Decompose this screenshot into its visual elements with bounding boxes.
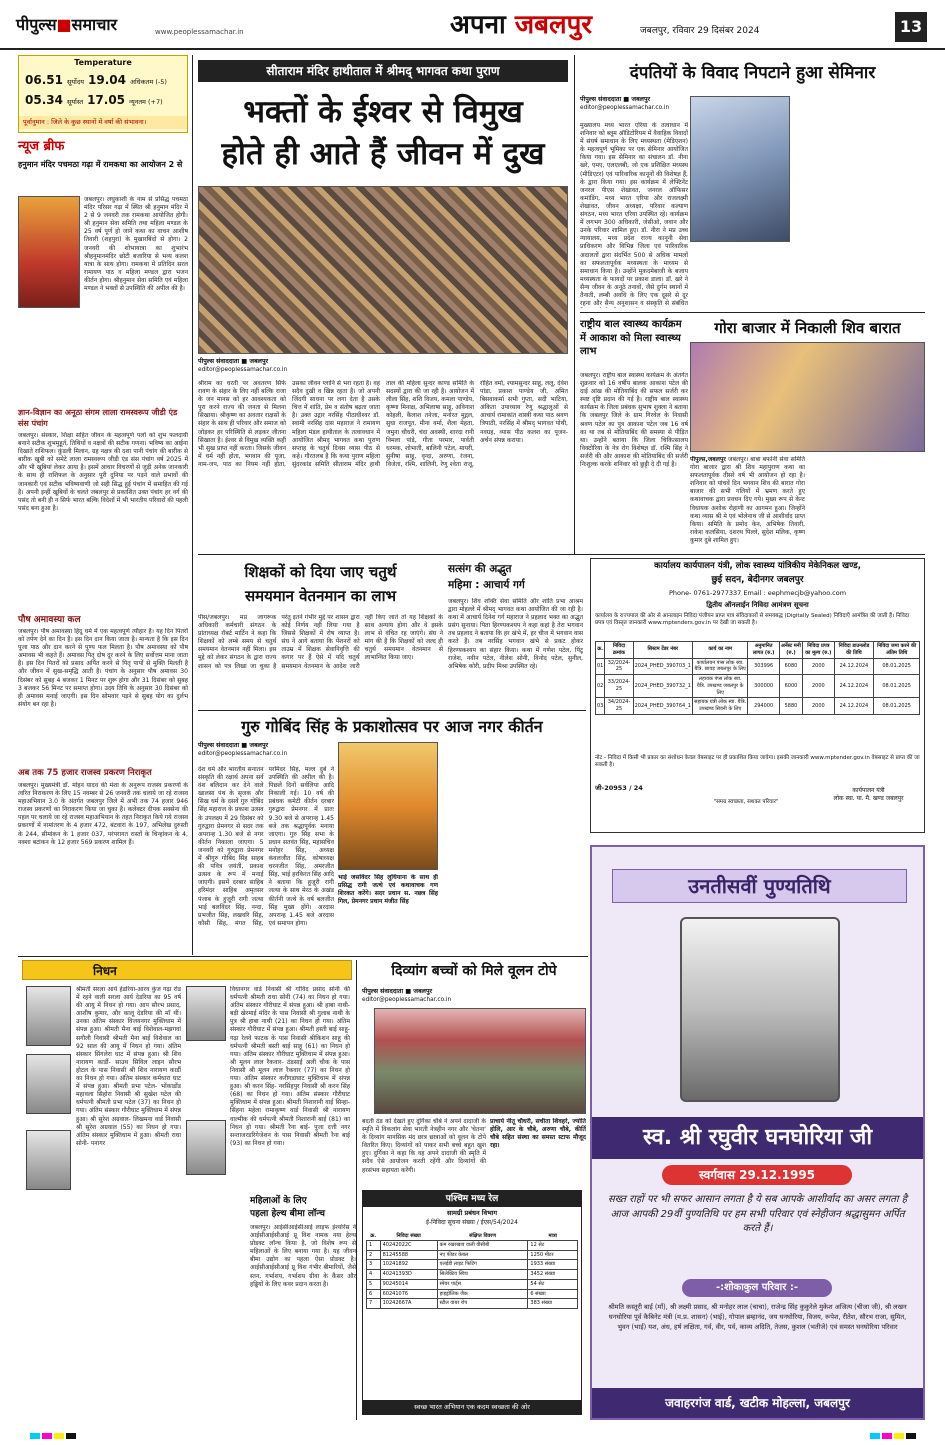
table-cell: 24.12.2024 [834,658,874,675]
guru-caption: भाई जसविंदर सिंह लुधियाना के साथ ही प्रसिद्ध रागी जत्थे एवं कथावाचक गण शिरकत करेंगे। सदर प्रधान स. नछत्र सिंह गिल, प्रेमनगर प्रधान मंजीत सिंह [338,874,438,906]
tender-subtitle: द्वितीय ऑनलाईन निविदा आमंत्रण सूचना [706,601,809,609]
railway-row [367,1240,578,1250]
table-header-cell: सिस्टम टेंडर नंबर [633,642,692,659]
divyang-caption: प्राचार्य नीतू चौधरी, सचीता शिवहरे, ज्योति होलि, आर के चौबे, अरुणा चौबे, कीर्ति चौबे सहित संस्था का समस्त स्टाफ मौजूद रहा। [490,1118,586,1150]
railway-row [367,1270,578,1280]
table-cell: 1933 संख्या [528,1260,578,1270]
table-cell: 6000 [779,675,802,698]
table-cell: स्पेयर पार्ट्स [437,1279,528,1289]
weather-box [18,55,188,133]
table-cell: 24.12.2024 [834,675,874,698]
seminar-headline: दंपतियों के विवाद निपटाने हुआ सेमिनार [629,63,876,83]
table-cell: सहायक यंत्री लोक स्वा. यैत्रि. उपखण्ड सिवनी के लिए [692,698,748,715]
table-cell: सिलेक्टिव स्विच [437,1270,528,1280]
divyang-byline: पीपुल्स संवाददाता ■ जबलपुर editor@peoplessamachar.co.in [362,988,452,1003]
column-divider [574,55,575,555]
sunrise-row: 06.51 सूर्योदय 19.04 अधिकतम (-5) [25,73,167,87]
table-cell: 81245588 [380,1250,437,1260]
weather-title: Temperature [74,58,132,67]
obituary-photo [26,1130,71,1190]
table-cell: 6080 [779,658,802,675]
divyang-headline: दिव्यांग बच्चों को मिले वूलन टोपे [391,963,557,979]
table-cell: एलईडी लाइट फिटिंग [437,1260,528,1270]
table-cell: 08.01.2025 [874,658,920,675]
print-color-mark [870,1433,880,1439]
print-color-mark [42,1433,52,1439]
table-cell: 6 संख्या [528,1289,578,1299]
railway-row [367,1289,578,1299]
obituary-column-1: श्रीमती सरला आर्य हेडरिया-आरव कुंज गढ़ा रोड में रहने वाली सरला आर्य देडरिया का 95 वर्ष की आयु में निधन हो गया। आप सौरभ प्रसाद, आशीष कुमार, और कालू देडरिया की माँ थीं। उनका अंतिम संस्कार विजयनगर मुक्तिधाम में संपन्न हुआ। श्रीमती मैना बाई विशेवाल-मझगवां सगौली निवासी श्रीमती मैना बाई विशेवाल का 92 साल की आयु में निधन हो गया। अंतिम संस्कार सिंगलेरा घाट में संपन्न हुआ। श्री शिव नारायण कार्डी- साउथ सिविल लाइन सौरभ होटल के पास निवासी श्री शिव नारायण कार्डी का निधन हो गया। अंतिम संस्कार कर्मधारा घाट में संपन्न हुआ। श्रीमती प्रभा पटेल- भोंकाडोंड महावला सिहोरा निवासी श्री सुखेश पटेल की धर्मपत्नी श्रीमती प्रभा पटेल (37) का निधन हो गया। अंतिम संस्कार गौरीघाट मुक्तिधाम में संपन्न हुआ। श्री सुरेश अग्रवाल- लिखमना वार्ड निवासी श्री सुरेश अग्रवाल (55) का निधन हो गया। अंतिम संस्कार मुक्तिधाम में हुआ। श्रीमती राधा सोनी- पनागर [76,986,181,1147]
table-cell: 7 [367,1299,381,1309]
divyang-body: बदती ठंड को देखते हुए दुर्गिका चौबे ने अपने दादाजी के स्मृति में विकलांग सेवा भारती नेत्रहीन नगर और 'चेतना' के दिव्यांग मानसिक मंद छात्र छात्राओं को वूलन के टोपे वितरित किए। दिव्यांगों को पाकर सभी बच्चे बहुत खुश हुए। दुर्गिका ने कहा कि वह अपने दादाजी की स्मृति में सदैव ऐसे आयोजन करती रहेंगी और दिव्यांगों की हरसंभव सहायता करेंगी। [362,1118,486,1174]
table-header-cell: मात्रा [548,1233,557,1239]
table-header-cell: अनुमानित लागत (रु.) [748,642,779,659]
brief-headline-2: ज्ञान-विज्ञान का अनूठा संगम लाला रामस्वरूप जीडी एंड संस पंचांग [18,408,178,428]
table-cell: लहायक पंप्स लोक स्वा. यैत्रि. उपखण्ड जबलपुर के लिए [692,675,748,698]
brief-headline-4: अब तक 75 हजार राजस्व प्रकरण निराकृत [18,768,152,778]
table-header-cell: अर्नेस्ट मनी (रु.) [779,642,802,659]
satsang-headline-2: महिमा : आचार्य गर्ग [448,579,525,591]
table-cell: 2000 [803,698,834,715]
seminar-speaker-photo [690,96,790,242]
table-cell: 2 [367,1250,381,1260]
satsang-headline-1: सत्संग की अद्भुत [448,563,512,575]
railway-row [367,1299,578,1309]
tender-notice [590,558,925,833]
teachers-headline-1: शिक्षकों को दिया जाए चतुर्थ [244,563,397,581]
brief-text-3: जबलपुर। पौष अमावस्या हिंदू धर्म में एक महत्वपूर्ण त्यौहार है। यह दिन पितरों को तर्पण देने का दिन है। इस दिन दान किया जाता है। मान्यता है कि इस दिन पूजा पाठ और दान करने से पुण्य फल मिलता है। पौष अमावस्या को पौष अमावस भी कहते हैं। अमावस पितृ दोष दूर करने के लिए सर्वोत्तम माना जाता है। इस दिन पितरों को प्रसाद अर्पित करने से पितृ पापों से मुक्ति मिलती है और जीवन में सुख-समृद्धि आती है। पंचांग के अनुसार पौष अमावस 30 दिसंबर को सुबह 4 बजकर 1 मिनट पर शुरू होगा और 31 दिसंबर को सुबह 3 बजकर 56 मिनट पर समाप्त होगा। उदय तिथि के अनुसार 30 दिसंबर को ही अमावस मनाई जाएगी। इस दिन सोमवार पड़ने से सुबह योग का दुर्लभ संयोग बन रहा है। [18,628,188,708]
railway-tender-ad [362,1190,582,1415]
memorial-date: स्वर्गवास 29.12.1995 [662,1165,852,1185]
lead-headline-2: होते ही आते हैं जीवन में दुख [221,136,545,172]
memorial-name: स्व. श्री रघुवीर घनघोरिया जी [592,1117,923,1159]
teachers-body: पीस/जबलपुर। मप्र जागरूक अधिकारी कर्मचारी संगठन के प्रांताध्यक्ष रॉबर्ट मार्टिन ने कहा कि शिक्षकों को लम्बे समय से चतुर्थ समयमान वेतनमान नहीं मिला। इस मुद्दे को लेकर संगठन के द्वारा राज्य शासन को पत्र लिखा जा चुका है परंतु इतने गंभीर मुद्दे पर शासन द्वारा कोई निर्णय नहीं लिया गया है जिससे शिक्षकों में रोष व्याप्त है। संघ ने आगे बताया कि पेंशनरों को ताउम्र में शिक्षक सेवानिवृत्ति की कगार पर हैं ऐसे में यदि चतुर्थ समयमान वेतनमान के आदेश जारी नहीं किए जाते तो यह शिक्षकों के साथ अन्याय होगा और वे इसके लाभ से वंचित रह जाएंगे। संघ ने मांग की है कि शिक्षकों को जल्द ही चतुर्थ समयमान वेतनमान से लाभान्वित किया जाए। [198,614,443,670]
table-cell: 5880 [779,698,802,715]
memorial-footer: जवाहरगंज वार्ड, खटीक मोहल्ला, जबलपुर [592,1388,923,1418]
health-body: जबलपुर। राष्ट्रीय बाल स्वास्थ्य कार्यक्रम के अंतर्गत शुक्रवार को 16 वर्षीय बालक आकाश पटेल की दाई आंख की मोतियाबिंद की सफल सर्जरी कर स्पष्ट दृष्टि प्रदान की गई है। राष्ट्रीय बाल स्वास्थ्य कार्यक्रम के जिला प्रबंधक सुभाष शुक्ला ने बताया कि जबलपुर जिले के ग्राम गिरवेल के निवासी श्रवण पटेल का पुत्र आकाश पटेल जब 16 वर्ष का था तब से मोतियाबिंद की समस्या से पीड़ित था। उन्होंने बताया कि जिला चिकित्सालय विक्टोरिया के नेत्र रोग विशेषज्ञ डॉ. रश्मि सिंह ने सर्जरी की और आकाश की मोतियाबिंद की सर्जरी निःशुल्क करके शनिवार को छुट्टी दे दी गई है। [580,372,688,469]
obituary-photo [26,1054,71,1114]
brief-text-1a: जबलपुर। लघुकाशी के नाम से प्रसिद्ध पचमठा मंदिर परिसर गढ़ा में स्थित श्री हनुमान मंदिर में 2 से 9 जनवरी तक रामकथा आयोजित होगी। श्री हनुमान सेवा समिति तथा महिला मण्डल के 25 वर्ष पूर्ण हो जाने कथा का वाचन आशीष तिवारी (शहपुरा) के मुखारबिंदो से होगा। 2 जनवरी की शोभायात्रा का शुभारंभ श्रीहनुमानमंदिर छोटी बजारिया से भव्य कलश यात्रा के साथ होगा। रामकथा में प्रतिदिन सरल रामायण पाठ व महिला मण्डल द्वारा भजन कीर्तन होगा। श्रीहनुमान सेवा समिति एवं महिला मण्डल ने भक्तों से उपस्थिति की अपील की है। [84,196,188,293]
shiv-barat-photo [690,342,925,452]
brief-headline-3: पौष अमावस्या कल [18,615,81,625]
brief-text-4: जबलपुर। मुख्यमंत्री डॉ. मोहन यादव की मंशा के अनुरूप राजस्व प्रकरणों के त्वरित निराकरण के लिए 15 नवम्बर से 26 जनवरी तक चलाये जा रहे राजस्व महाअभियान 3.0 के अंतर्गत जबलपुर जिले में अभी तक 74 हजार 946 राजस्व प्रकरणों का निराकरण किया जा चुका है। कलेक्टर दीपक सक्सेना की पहल पर चलाये जा रहे राजस्व महाअभियान के तहत निराकृत किये गये राजस्व प्रकरणों में नामांतरण के 4 हजार 472, बंटवारा के 197, अभिलेख दुरुस्ती के 244, सीमांकन के 1 हजार 037, परंपरागत रास्तों के चिन्हांकन के 4, नक्शा बटांकन के 12 हजार 569 प्रकरण शामिल हैं। [18,782,188,846]
masthead [0,0,945,50]
tender-row [596,675,920,698]
hanuman-idol-photo [18,196,80,308]
dateline: जबलपुर, रविवार 29 दिसंबर 2024 [640,26,760,36]
table-cell: 383 संख्या [528,1299,578,1309]
table-cell: 08.01.2025 [874,675,920,698]
table-cell: 34/2024-25 [605,698,633,715]
table-cell: 300000 [748,675,779,698]
table-cell: 33/2024-25 [605,675,633,698]
insurance-headline-2: पहला हेल्थ बीमा लॉन्च [250,1209,325,1219]
newspaper-logo: पीपुल्स■समाचार [16,15,118,34]
table-cell: 32/2024-25 [605,658,633,675]
brief-text-1b [18,310,188,406]
table-header-cell: निविदा जमा करने की अंतिम तिथि [874,642,920,659]
tender-table [595,641,920,715]
satsang-body: जबलपुर। शिव शक्ति सेवा समिति और शांति प्रभा आश्रम द्वारा मोहल्ले में श्रीमद् भागवत कथा आयोजित की जा रही है। कथा में आचार्य दिनेश गर्ग महाराज ने प्रहलाद भक्त का अद्भुत प्रसंग सुनाया। पिता हिरण्यकश्यप ने कहा कहां है तेरा भगवान तब प्रहलाद ने बताया कि हर खंभे में, हर चीज में भगवान वास करते हैं। तब नरसिंह भगवान खंभे से प्रकट होकर हिरण्यकश्यप का संहार किया। कथा में गणेश पटेल, पिंटू राजेश, नवीन पटेल, नीलेश सोनी, विनोद पटेल, सुनील, अभिषेक कोरी, प्रदीप मिश्रा उपस्थित रहे। [448,598,583,670]
obituary-photo [26,986,71,1046]
tender-intro: कार्यालय के राज्यपाल की ओर से आनलाइन निविदा पंजीयन प्राप्त पात्र संविदाकारों से समयबद्ध (Digitally Sealed) निविदाएँ आमंत्रित की जाती हैं। निविदा प्रपत्र एवं विस्तृत जानकारी www.mptenders.gov.in पर देखी जा सकती है। [595,613,910,627]
section-divider [198,554,925,555]
table-cell: 6 [367,1289,381,1299]
tender-slogan: "समग्र स्वच्छता, सशक्त परिवार" [713,799,779,805]
seminar-byline: पीपुल्स संवाददाता ■ जबलपुर editor@peoplessamachar.co.in [580,96,670,111]
guru-headline: गुरु गोबिंद सिंह के प्रकाशोत्सव पर आज नगर कीर्तन [241,717,543,736]
lead-byline: पीपुल्स संवाददाता ■ जबलपुर editor@peoplessamachar.co.in [198,358,288,373]
shiv-body: पीपुल्स,जबलपुर जबलपुर। बाबा बर्फानी सेवा समिति गोरा बाजार द्वारा श्री शिव महापुराण कथा का सफलतापूर्वक तीसरे वर्ष भी आयोजन हो रहा है। शनिवार को पांचवें दिन भगवान शिव की बारात गोरा बाजार की सभी गलियों में भ्रमण करते हुए कथावाचक द्वारा प्रवचन दिए गये। मुख्य रूप से केन्ट विधायक अशोक रोहाणी का आगमन हुआ। जिन्होंने कथा व्यास श्री मे एवं भोलेनाथ जी से आशीर्वाद प्राप्त किया। समिति के प्रमोद केन, अभिषेक तिवारी, राकेश कलसिया, दशरथ पिल्ले, सुदेश मलिक, कृष्ण कुमार दुबे शामिल हुए। [690,456,805,544]
table-cell: 1250 मीटर [528,1250,578,1260]
table-cell: 1 [367,1240,381,1250]
table-cell: स्टील वायर रोप [437,1299,528,1309]
table-cell: 90245014 [380,1279,437,1289]
table-cell: 4 [367,1270,381,1280]
table-header-cell: क्र. [370,1233,377,1239]
table-cell: 12 सेट [528,1240,578,1250]
table-cell: हाइड्रोलिक जैक [437,1289,528,1299]
tender-title-1: कार्यालय कार्यपालन यंत्री, लोक स्वास्थ्य यांत्रिकीय मेकेनिकल खण्ड, [654,561,861,571]
insurance-headline-1: महिलाओं के लिए [250,1196,307,1206]
table-cell: 2000 [803,675,834,698]
insurance-body: जबलपुर। आईसीआईसीआई लाइफ इंश्योरेंस ने आईसीआईसीआई प्रू विश नामक नया हेल्थ प्रोडक्ट लॉन्च किया है, जो विशेष रूप से महिलाओं के लिए बनाया गया है। यह जीवन बीमा उद्योग का पहला ऐसा प्रोडक्ट है। आईसीआईसीआई प्रू विश गंभीर बीमारियों, जैसे स्तन, गर्भाशय, गर्भाशय ग्रीवा के कैंसर और हड्डियों के लिए कवर प्रदान करता है। [250,1224,356,1288]
table-cell: 01 [596,658,605,675]
railway-row [367,1250,578,1260]
table-cell: 2024_PHED_390764_1 [633,698,692,715]
table-cell: 08.01.2025 [874,698,920,715]
brief-text-2: जबलपुर। संस्कार, शिक्षा सहित जीवन के महत्वपूर्ण पलों को शुभ फलदायी बनाने सटीक शुभमुहूर्त, तिथियों व नक्षत्रों की सटीक गणना। भविष्य का आईना दिखाते राशिफल। कुंडली मिलान, ग्रह नक्षत्र की दशा पानी पंचांग की बारीक से बारीक खूबी को समेटे लाला रामस्वरूप जीडी एंड संस पंचांग वर्ष 2025 में और भी खूबियां लेकर आया है। इसमें आधार विचरणों से जुड़ी अनेक जानकारी के साथ ही राशिफल के अनुसार पूरी दुनिया पर पड़ने वाले प्रभावों की जानकारी एवं सटीक भविष्यवाणी जो सही सिद्ध हुई पंचांग में समाहित की गई है। अपनी इन्हीं खूबियों के चलते जबलपुर से प्रकाशित उक्त पंचांग हर वर्ग की पसंद तो बनी ही न सिर्फ भारत बल्कि विदेशों में भी भारतीय परिवारों की पहली पसंद बना हुआ है। [18,432,188,512]
memorial-family: श्रीमति कस्तूरी बाई (माँ), श्री लक्ष्मी प्रसाद, श्री मनोहर लाल (चाचा), राजेन्द्र सिंह कुकुरेले मुकेश अजित्य (चीजा जी), श्री लखन घनघोरिया पूर्व कैबिनेट मंत्री (म.प्र. शासन) (भाई), गोपाल ब्रम्हानंद, जय घनघोरिया, विजय, रूपेश, रीतेश, सौरभ राजा, सुमित, भुवन (भाई) यश, अंध, हर्ष लक्षिता, गर्व, वीर, पर्व, काव्य अदिति, तेजस, कुशल (भतीजे) एवं समस्त घनघोरिया परिवार [608,1303,907,1332]
railway-title: पश्चिम मध्य रेल [363,1191,581,1207]
table-cell: 2000 [803,658,834,675]
table-cell: 294000 [748,698,779,715]
memorial-title: उनतीसवीं पुण्यतिथि [612,869,907,903]
obituary-column-2: विधानगर वार्ड निवासी श्री गोविंद प्रसाद सोनी की धर्मपत्नी श्रीमती राधा सोनी (74) का निधन हो गया। अंतिम संस्कार गौरीघाट में संपन्न हुआ। श्री हाबा नाथी- बड़ी खेरमाई मंदिर के पास निवासी श्री गुलाब नाथी के पुत्र श्री हाबा नाथी (21) का निधन हो गया। अंतिम संस्कार गौरीघाट में संपन्न हुआ। श्रीमती हस्ती बाई साहू- गढ़ा रेलवे फाटक के पास निवासी श्रीकिशन साहू की धर्मपत्नी श्रीमती बस्ती बाई साहू (61) का निधन हो गया। अंतिम संस्कार गौरीघाट मुक्तिधाम में संपन्न हुआ। श्री मूलन लाल रैकवार- ठंडसाई अली चौक के पास निवासी श्री मूलन लाल रैकवार (77) का निधन हो गया। अंतिम संस्कार करीगडाघाट मुक्तिधाम में संपन्न हुआ। श्री करन सिंह- नरसिंहपुर निवासी श्री करन सिंह (68) का निधन हो गया। अंतिम संस्कार गौरीघाट मुक्तिधाम में संपन्न हुआ। श्रीमती निशारानी वाई सिन्हा- सिंहना महेला रामाकृष्ण वार्ड निवासी श्री नारायण वाल्मीक की धर्मपत्नी श्रीमती निशारानी बाई (81) का निधन हो गया। श्रीमती रैना बाई- पूजा दत्ती नगर सन्ताजरडरिगेजेशन के पास निवासी श्रीमती रैना बाई (93) का निधन हो गया। [230,986,350,1147]
seminar-body-a: मुख्यालय मध्य भारत एरिया के तत्वाधान में शनिवार को ब्लूम ऑडिटोरियम में वैवाहिक विवादों में संघर्ष समाधान के लिए मध्यस्थता (मेडिएशन) के महत्वपूर्ण भूमिका पर एक सेमिनार आयोजित किया गया। इस सेमिनार का संचालन डॉ. नीना खरे, एमए, एलएलबी, जो एक प्रशिक्षित मध्यस्थ (मीडिएटर) एवं पारिवारिक कानूनों की विशेषज्ञ हैं, के द्वारा किया गया। इस कार्यक्रम में लेफ्टिनेंट जनरल पीएस शेखावत, जनरल ऑफिसर कमांडिंग, मध्य भारत एरिया और राजलक्ष्मी शेखावत, जीवन अध्यक्षा, परिवार कल्याण संगठन, मध्य भारत एरिया उपस्थित रहे। कार्यक्रम में लगभग 300 अधिकारी, जेसीओ, जवान और उनके परिवार शामिल हुए। डॉ. नीरा ने मप्र उच्च न्यायालय, मध्य प्रदेश राज्य कानूनी सेवा प्राधिकरण और विभिन्न जिला एवं पारिवारिक अदालतों द्वारा संदर्भित 500 से अधिक मामलों का सफलतापूर्वक मध्यस्थता के माध्यम से समाधान किया है। उन्होंने मुकदमेबाजी के बजाय मध्यस्थता के फायदों पर प्रकाश डाला। डॉ. खरे ने सैन्य जीवन के अनूठे तनावों, जैसे दुर्गम स्थानों में तैनाती, लम्बी अवधि के लिए एक दूसरे से दूर रहना और सैन्य अनुशासन व संस्कृति से संबंधित [580,122,688,308]
table-cell: 40242022C [380,1240,437,1250]
tender-row [596,698,920,715]
memorial-poem: सख्त राहों पर भी सफर आसान लगता है ये सब आपके आशीर्वाद का असर लगता है आज आपकी 29वीं पुण्यतिथि पर हम सभी परिवार एवं स्नेहीजन श्रद्धासुमन अर्पित करते हैं। [607,1194,908,1234]
shiv-body-b [810,456,925,552]
table-cell: 3 [367,1260,381,1270]
table-cell: 10241892 [380,1260,437,1270]
obituary-header: निधन [22,960,352,980]
obituary-photo [186,986,226,1041]
section-divider [580,312,925,313]
table-header-cell: संक्षिप्त विवरण [469,1233,496,1239]
tender-contact: Phone- 0761-2977337 Email : eephmecjb@yahoo.com [668,589,847,597]
table-header-cell: निविदा प्रपत्र का मूल्य (रु.) [803,642,834,659]
railway-notice: ई-निविदा सूचना संख्या / ईएस/54/2024 [426,1219,518,1226]
railway-footer: स्वच्छ भारत अभियान एक कदम स्वच्छता की ओर [363,1400,581,1414]
lead-kicker: सीताराम मंदिर हाथीताल में श्रीमद् भागवत कथा पुराण [198,60,568,82]
table-header-cell: कार्य का नाम [692,642,748,659]
shiv-headline: गोरा बाजार में निकाली शिव बारात [714,319,901,337]
health-headline: राष्ट्रीय बाल स्वास्थ्य कार्यक्रम में आकाश को मिला स्वास्थ्य लाभ [580,319,682,357]
table-cell: 10242667A [380,1299,437,1309]
guru-body: देश धर्म और भारतीय सनातन संस्कृति की रक्षार्थ अपना सर्व वंश बलिदान कर देने वाले खालसा पंथ के सृजक और सिख धर्म के दसवें गुरु गोबिंद सिंह महाराज के प्रकाश उत्सव के उपलक्ष्य में 29 दिसंबर को गुरुद्वारा प्रेमनगर से सदर तक अपरान्ह 1.30 बजे से नगर कीर्तन निकाला जाएगा। 5 जनवरी को गुरुद्वारा प्रेमनगर में श्रीगुरु गोबिंद सिंह साहब की पवित्र जयंती, प्रकाश उत्सव के रूप में मनाई जाएगी। इसमें दरबार साहिब हरिमंदर साहिब अमृतसर पंजाब के हुजूरी रागी जत्था भाई बलविंदर सिंह, नन्दा, प्रभजीत सिंह, लखवरि सिंह, कौसी सिंह, मंगत सिंह, परमिंदर सिंह, मल्ल दुबे ने उपस्थिति की अपील की है। पिछले दिनों सर्वलिया आदि निकाली गई। 10 वर्ष की प्रबंधक कमेटी कीर्तन दरबार गुरुद्वारा प्रेमनगर में प्रातः 9.30 बजे से अपरान्ह 1.45 बजे तक श्रद्धापूर्वक मनाया जाएगा। गुरु सिंह सभा के प्रधान सतवंत सिंह, महासचिव मनोहर सिंह, अध्यक्ष कंवलजीत सिंह, कोषाध्यक्ष चरनजीत सिंह, अमरजीत सिंह, भाई हरकिरत सिंह आदि ने बताया कि हुजूरी रागी जत्था के साथ मेरठ के अखंड कीर्तनी जत्थे के वर्ष बलजीत सिंह मुख्य होंगे। अरदास अपरान्ह 1.45 बजे अरदास एवं समापन होगा। [198,766,334,927]
seminar-body-c [796,96,925,308]
section-divider [18,956,588,957]
column-divider [192,55,193,955]
tender-note: नोट - निविदा में किसी भी प्रकार का संशोधन केवल वेबसाइट पर ही प्रकाशित किया जावेगा। इसकी जानकारी www.mptender.gov.in वेबसाइट से प्राप्त की जा सकती है। [595,755,920,769]
table-cell: 24.12.2024 [834,698,874,715]
sunset-row: 05.34 सूर्यास्त 17.05 न्यूनतम (+7) [25,93,163,107]
table-header-cell: निविदा डाउनलोड की तिथि [834,642,874,659]
table-cell: 02 [596,675,605,698]
print-color-mark [906,1433,916,1439]
divyang-children-photo [374,1008,586,1114]
section-title: अपना जबलपुर [450,10,593,40]
railway-subtitle: सामग्री प्रबंधन विभाग [446,1209,498,1217]
table-cell: नए फीडर केबल [437,1250,528,1260]
tender-signature: कार्यपालन यंत्री लोक स्वा. या. मै. खण्ड जबलपुर [833,787,904,803]
table-header-cell: निविदा संख्या [396,1233,421,1239]
tender-ref: जी-20953 / 24 [595,784,643,792]
seminar-body-b [690,246,790,308]
print-color-mark [894,1433,904,1439]
memorial-ad [590,845,925,1420]
column-divider [356,960,357,1420]
table-cell: 60241076 [380,1289,437,1299]
table-header-cell: निविदा क्रमांक [605,642,633,659]
lead-body: श्रीराम का धरती पर अवतरण सिर्फ रावण के संहार के लिए नहीं बल्कि राजा के जन मानस को हर आवश्यकता को पूरा करने राज्य की जनता से मिलना सिखाया। श्रीकृष्ण का अवतार राक्षसों के संहार के साथ ही परिवार और समाज को जोड़कर हर परिस्थिति से लड़कर जीतना सिखाता है। ईश्वर से विमुख व्यक्ति कहीं भी सुख प्राप्त नहीं करता। जिसके जीवन में धर्म नहीं होता, भगवान की पूजा, नाम-जप, पाठ का नियम नहीं होता, उसका जीवन ग्लानि से भरा रहता है। वह सदैव दुखी व खिन्न रहता है। जो अपनी जिंदगी साधना पर लगा देता है उसके चित्त में शांति, प्रेम व संतोष बढ़ता जाता है। उक्त उद्गार नरसिंह पीठाधीश्वर डॉ. स्वामी नरसिंह दास महाराज ने रामायण महिला मंडल हाथीताल के तत्वावधान में आयोजित श्रीमद् भागवत कथा पुराण सप्ताह के चतुर्थ दिवस व्यास पीठ से कहे। गौरतलब है कि कथा पुराण महिला सुंदरकांड समिति सीताराम मंदिर हाथी ताल की महिला सुन्दर काण्ड समिति के सदस्यों द्वारा की जा रही है। आयोजन में लीला सिंह, शशि विजय, कमला पाण्डेय, कृष्णा मिनाक्ष, अभिलाषा साहू, अविनाश कोहली, कैलाश तनेजा, मनोरत मुद्गल, सुधा राजपूत, मीना वर्मा, शैला मेहता, जमुना चौधरी, चंदा अवस्थी, शारदा रानी विमला पांडे, गीता परमार, पार्वती धरमक, शोभाती, बालिनी पटेल, मायरी, सुनीषा साहू, वृन्दा, अरुणा, रंजना, विजेता, रश्मि, शालिनी, रेणु श्वेता राजू, रोहित वर्मा, श्यामसुन्दर साहू, ललू, देवेश पांडा, प्रकाश पाण्डेय जी, अमित बिसवाकर्मा सभी गुप्ता, सदी भाटिया, अंकिता उपाध्याय रेणु श्रद्धालुओं से आचार्य रामाकांत शास्त्री कथा पाठ श्रवण त्रिपाठी, नरसिंह में श्रीमद् भागवत पोथी, नवग्रह, व्यास पीठ कलश का पूजन-अर्चन संपन्न कराया। [198,380,568,468]
railway-row [367,1260,578,1270]
katha-crowd-photo [198,186,568,354]
table-cell: 5 [367,1279,381,1289]
lead-headline-1: भक्तों के ईश्वर से विमुख [243,94,523,130]
table-cell: 3452 संख्या [528,1270,578,1280]
table-header-cell: क्र. [596,642,605,659]
table-cell: 2024_PHED_390732_1 [633,675,692,698]
teachers-headline-2: समयमान वेतनमान का लाभ [244,587,397,605]
news-brief-label: न्यूज ब्रीफ [18,139,65,154]
railway-table [366,1233,578,1309]
railway-row [367,1279,578,1289]
weather-forecast: पूर्वानुमान : जिले के कुछ स्थानों में वर्षा की संभावना। [19,116,187,129]
table-cell: 03 [596,698,605,715]
tender-row [596,658,920,675]
guru-body-b [442,742,582,956]
guru-byline: पीपुल्स संवाददाता ■ जबलपुर editor@peoplessamachar.co.in [198,742,288,757]
section-divider [198,710,586,711]
table-cell: कार्यालयन पंप्स लोक स्वा. यैत्रि. छावड़ जबलपुर के लिए [692,658,748,675]
table-cell: 54 सेट [528,1279,578,1289]
table-cell: कम रखरखाव वाली वीसीबी [437,1240,528,1250]
brief-headline-1: हनुमान मंदिर पचमठा गढ़ा में रामकथा का आयोजन 2 से [18,160,183,169]
print-color-mark [882,1433,892,1439]
page-number: 13 [895,12,927,42]
table-cell: 40241393D [380,1270,437,1280]
table-cell: 303996 [748,658,779,675]
print-color-mark [66,1433,76,1439]
print-color-mark [54,1433,64,1439]
obituary-photo [186,1120,226,1175]
memorial-family-title: -:शोकाकुल परिवार :- [682,1279,832,1297]
guru-gobind-singh-portrait [338,742,438,870]
memorial-portrait [680,917,840,1102]
tender-title-2: छुई सदन, बेदीनगर जबलपुर [711,575,804,585]
print-color-mark [30,1433,40,1439]
table-cell: 2024_PHED_390703_1 [633,658,692,675]
website-url: www.peoplessamachar.in [155,28,244,36]
